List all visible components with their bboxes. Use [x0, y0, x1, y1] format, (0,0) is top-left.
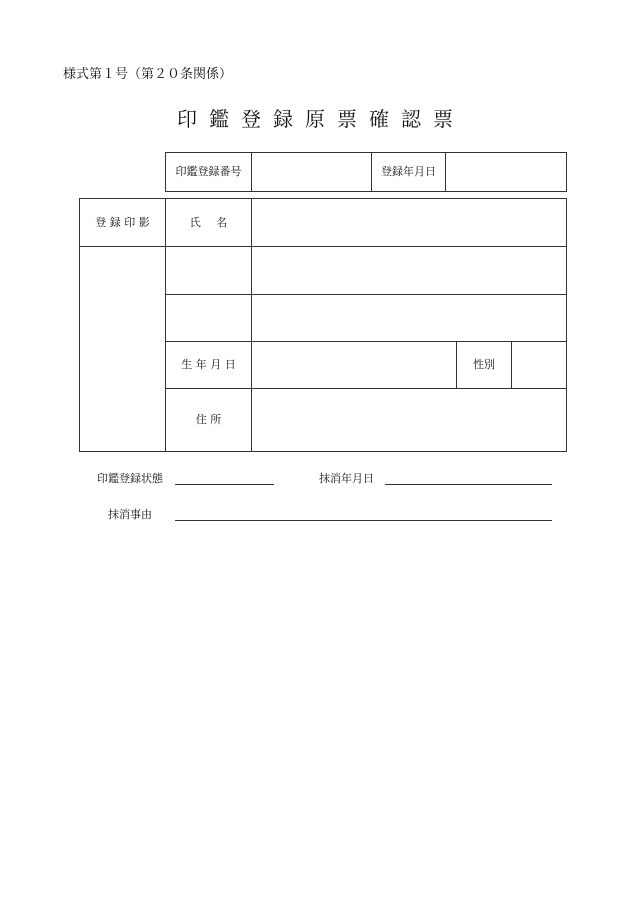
gender-field[interactable] [512, 342, 566, 388]
gender-label: 性別 [473, 358, 495, 371]
name-label: 氏 名 [189, 216, 234, 229]
form-number: 様式第１号（第２０条関係） [63, 67, 233, 82]
address-label: 住 所 [195, 413, 222, 426]
cancel-reason-line[interactable] [175, 520, 552, 521]
blank-field-2[interactable] [252, 295, 566, 341]
cancel-date-label: 抹消年月日 [319, 472, 374, 485]
status-label: 印鑑登録状態 [97, 472, 163, 485]
dob-label: 生 年 月 日 [181, 358, 236, 371]
name-field[interactable] [252, 199, 566, 246]
document-title: 印鑑登録原票確認票 [177, 107, 465, 131]
seal-impression-area[interactable] [80, 247, 165, 451]
seal-impression-label: 登 録 印 影 [95, 216, 150, 229]
dob-field[interactable] [252, 342, 456, 388]
address-field[interactable] [252, 389, 566, 451]
registration-number-label: 印鑑登録番号 [175, 165, 242, 178]
blank-field-1[interactable] [252, 247, 566, 294]
status-line[interactable] [175, 484, 274, 485]
cancel-date-line[interactable] [385, 484, 552, 485]
registration-date-label: 登録年月日 [381, 165, 436, 178]
cancel-reason-label: 抹消事由 [108, 508, 152, 521]
